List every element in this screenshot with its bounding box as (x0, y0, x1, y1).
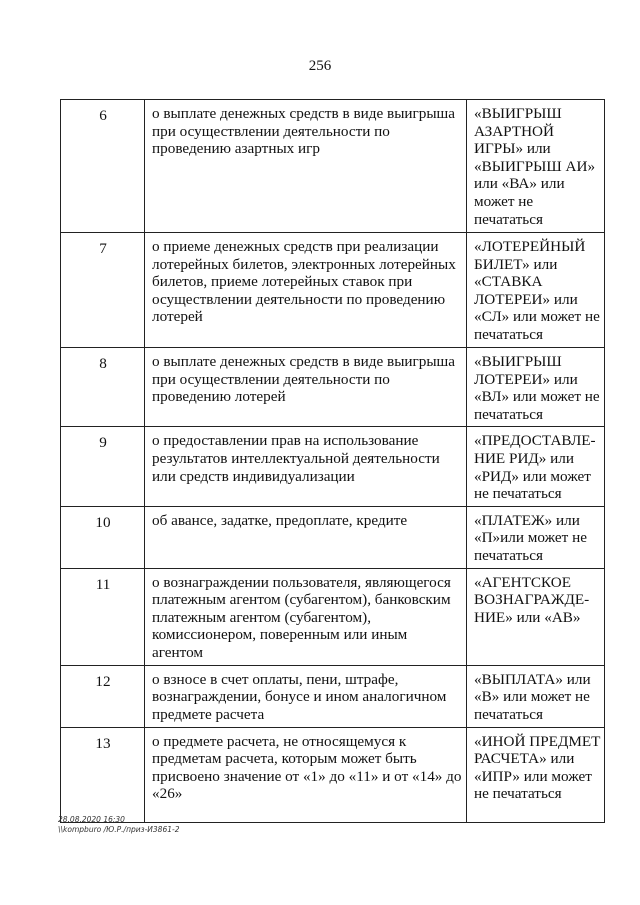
row-code: «ВЫПЛАТА» или «В» или может не печататься (467, 665, 605, 727)
footer-timestamp: 28.08.2020 16:30 (58, 815, 125, 824)
row-description: о предмете расчета, не относящемуся к предметам расчета, которым может быть присвоено значение от «1» до «11» и от «14» до «26» (145, 727, 467, 822)
row-number: 7 (61, 233, 145, 348)
row-code: «ВЫИГРЫШ ЛОТЕРЕИ» или «ВЛ» или может не печататься (467, 348, 605, 427)
row-number: 10 (61, 506, 145, 568)
row-code: «ПРЕДОСТАВЛЕ-НИЕ РИД» или «РИД» или может не печататься (467, 427, 605, 506)
row-code: «ПЛАТЕЖ» или «П»или может не печататься (467, 506, 605, 568)
footer-stamp (58, 815, 179, 835)
row-code: «ИНОЙ ПРЕДМЕТ РАСЧЕТА» или «ИПР» или может не печататься (467, 727, 605, 822)
row-code: «ВЫИГРЫШ АЗАРТНОЙ ИГРЫ» или «ВЫИГРЫШ АИ» или «ВА» или может не печататься (467, 100, 605, 233)
row-number: 11 (61, 568, 145, 665)
row-number: 6 (61, 100, 145, 233)
row-description: о вознаграждении пользователя, являющегося платежным агентом (субагентом), банковским платежным агентом (субагентом), комиссионером, поверенным или иным агентом (145, 568, 467, 665)
row-code: «АГЕНТСКОЕ ВОЗНАГРАЖДЕ-НИЕ» или «АВ» (467, 568, 605, 665)
row-code: «ЛОТЕРЕЙНЫЙ БИЛЕТ» или «СТАВКА ЛОТЕРЕИ» или «СЛ» или может не печататься (467, 233, 605, 348)
table-row (61, 727, 605, 822)
page-number: 256 (308, 58, 332, 74)
row-description: о выплате денежных средств в виде выигрыша при осуществлении деятельности по проведению азартных игр (145, 100, 467, 233)
table-row (61, 506, 605, 568)
document-table (60, 99, 605, 823)
row-number: 9 (61, 427, 145, 506)
row-description: о предоставлении прав на использование результатов интеллектуальной деятельности или средств индивидуализации (145, 427, 467, 506)
row-description: об авансе, задатке, предоплате, кредите (145, 506, 467, 568)
row-number: 13 (61, 727, 145, 822)
table-row (61, 568, 605, 665)
row-description: о взносе в счет оплаты, пени, штрафе, вознаграждении, бонусе и ином аналогичном предмете расчета (145, 665, 467, 727)
table-row (61, 665, 605, 727)
row-number: 8 (61, 348, 145, 427)
table-row (61, 427, 605, 506)
table-body (61, 100, 605, 823)
table-row (61, 100, 605, 233)
table-row (61, 233, 605, 348)
footer-file-path: \\kompburo /Ю.Р./приз-И3861-2 (58, 825, 180, 834)
table-row (61, 348, 605, 427)
row-number: 12 (61, 665, 145, 727)
row-description: о приеме денежных средств при реализации лотерейных билетов, электронных лотерейных билетов, приеме лотерейных ставок при осуществлении деятельности по проведению лотерей (145, 233, 467, 348)
row-description: о выплате денежных средств в виде выигрыша при осуществлении деятельности по проведению лотерей (145, 348, 467, 427)
